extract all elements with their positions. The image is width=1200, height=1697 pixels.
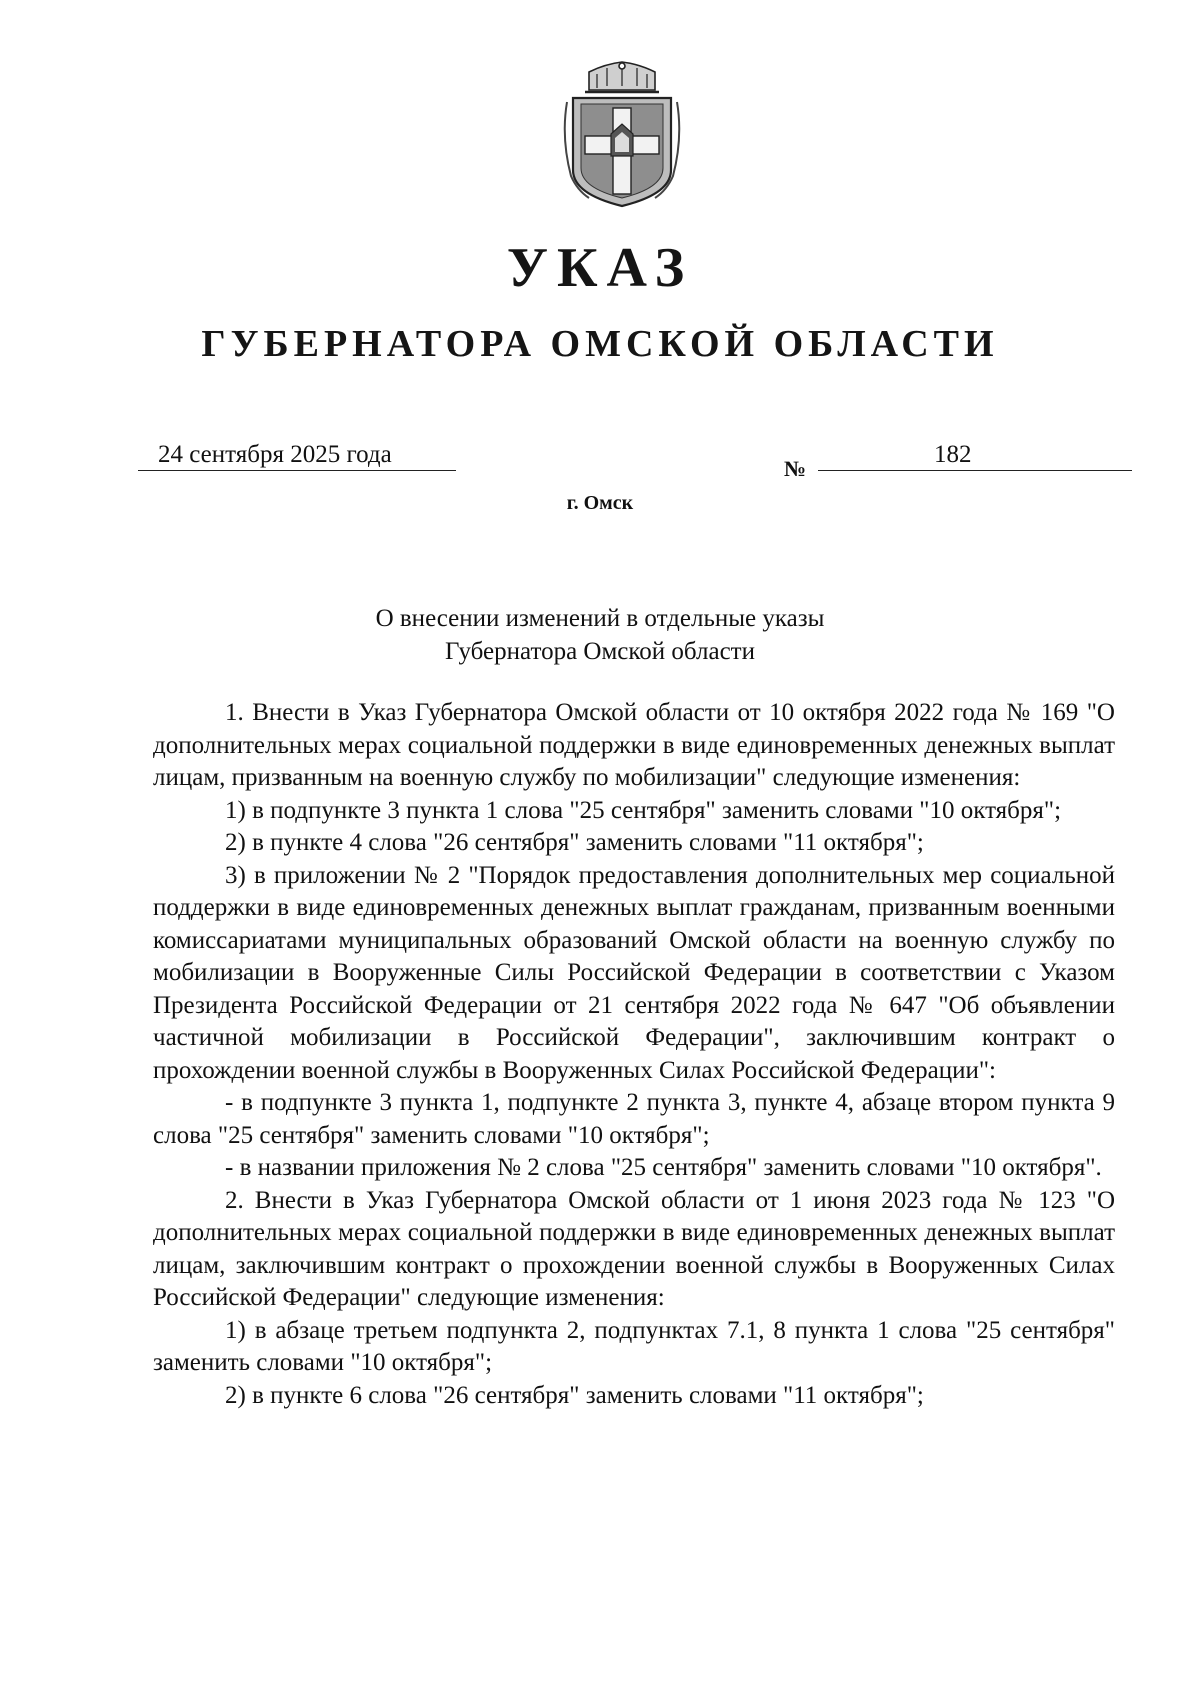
paragraph-1-1: 1) в подпункте 3 пункта 1 слова "25 сентября" заменить словами "10 октября"; bbox=[225, 796, 1062, 824]
heading-line-1: О внесении изменений в отдельные указы bbox=[375, 605, 825, 632]
document-title: УКАЗ bbox=[506, 237, 694, 299]
document-date-field bbox=[138, 440, 456, 471]
omsk-oblast-coat-of-arms-icon bbox=[559, 58, 685, 208]
paragraph-1-3-b: - в названии приложения № 2 слова "25 сентября" заменить словами "10 октября". bbox=[225, 1154, 1102, 1181]
document-issuer: ГУБЕРНАТОРА ОМСКОЙ ОБЛАСТИ bbox=[201, 323, 999, 365]
paragraph-1-3-a: - в подпункте 3 пункта 1, подпункте 2 пункта 3, пункте 4, абзаце втором пункта 9 слова "25 сентября" заменить словами "10 октября"; bbox=[153, 1089, 1115, 1149]
paragraph-2: 2. Внести в Указ Губернатора Омской области от 1 июня 2023 года № 123 "О дополнительных мерах социальной поддержки в виде единовременных денежных выплат лицам, заключившим контракт о прохождении военной службы в Вооруженных Силах Российской Федерации" следующие изменения: bbox=[153, 1186, 1115, 1311]
document-date: 24 сентября 2025 года bbox=[158, 441, 392, 468]
document-heading bbox=[0, 602, 1200, 668]
paragraph-2-2: 2) в пункте 6 слова "26 сентября" заменить словами "11 октября"; bbox=[225, 1381, 924, 1409]
paragraph-1-3: 3) в приложении № 2 "Порядок предоставления дополнительных мер социальной поддержки в виде единовременных денежных выплат гражданам, призванным военными комиссариатами муниципальных образований Омской области на военную службу по мобилизации в Вооруженные Силы Российской Федерации в соответствии с Указом Президента Российской Федерации от 21 сентября 2022 года № 647 "Об объявлении частичной мобилизации в Российской Федерации", заключившим контракт о прохождении военной службы в Вооруженных Силах Российской Федерации": bbox=[153, 861, 1115, 1084]
document-body bbox=[153, 697, 1115, 1412]
heading-line-2: Губернатора Омской области bbox=[445, 638, 755, 665]
paragraph-2-1: 1) в абзаце третьем подпункта 2, подпунктах 7.1, 8 пункта 1 слова "25 сентября" заменить словами "10 октября"; bbox=[153, 1316, 1115, 1376]
paragraph-1: 1. Внести в Указ Губернатора Омской области от 10 октября 2022 года № 169 "О дополнительных мерах социальной поддержки в виде единовременных денежных выплат лицам, призванным на военную службу по мобилизации" следующие изменения: bbox=[153, 699, 1115, 791]
number-sign: № bbox=[784, 456, 807, 481]
document-city: г. Омск bbox=[566, 492, 634, 514]
paragraph-1-2: 2) в пункте 4 слова "26 сентября" заменить словами "11 октября"; bbox=[225, 829, 924, 856]
document-number-field bbox=[818, 440, 1132, 471]
document-number: 182 bbox=[934, 441, 972, 468]
